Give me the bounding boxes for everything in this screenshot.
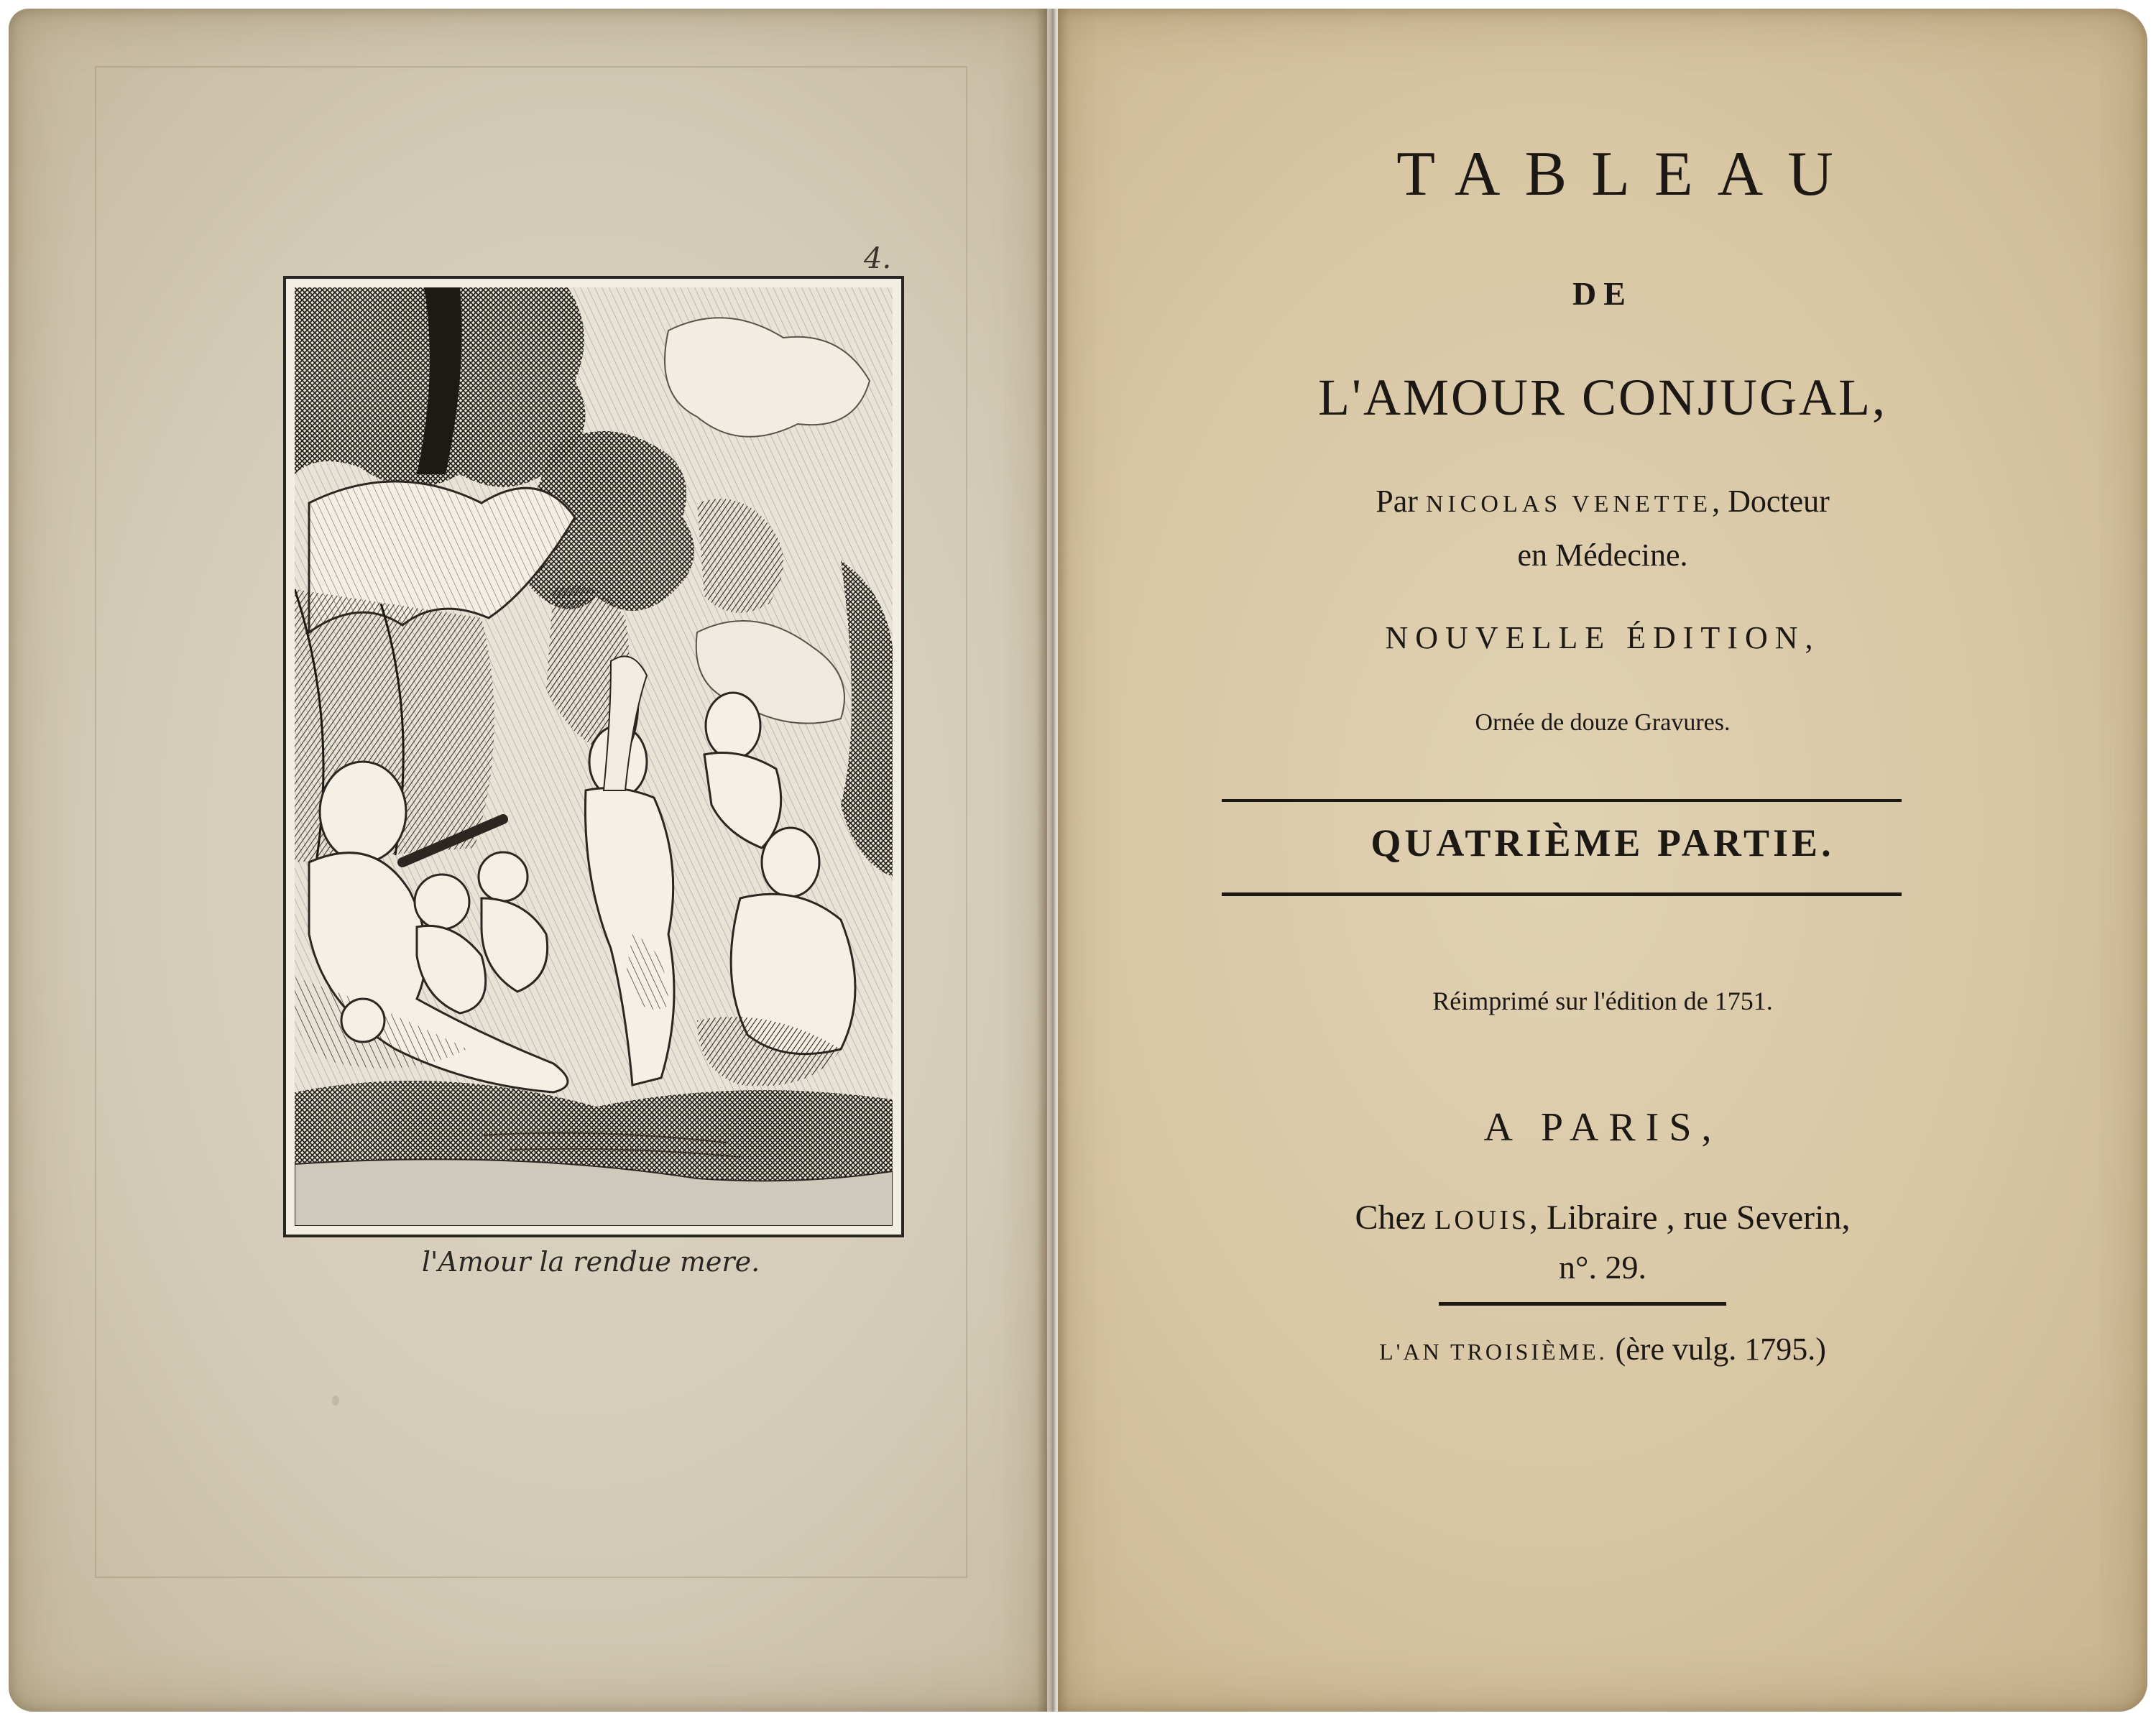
paper-spot (332, 1395, 339, 1406)
author-name: NICOLAS VENETTE (1425, 491, 1713, 517)
title-page-text (1058, 9, 2147, 1712)
year-line (1058, 1331, 2147, 1367)
year-prefix: L'AN TROISIÈME. (1379, 1339, 1608, 1365)
engraving-caption: l'Amour la rendue mere. (421, 1246, 760, 1278)
part-heading: QUATRIÈME PARTIE. (1370, 821, 1835, 864)
open-book (9, 9, 2147, 1712)
ornee-line: Ornée de douze Gravures. (1475, 709, 1731, 736)
publisher-suffix: , Libraire , rue Severin, (1529, 1199, 1851, 1237)
engraved-illustration-icon (283, 276, 904, 1237)
book-subtitle: L'AMOUR CONJUGAL, (1318, 369, 1887, 426)
edition-line: NOUVELLE ÉDITION, (1385, 620, 1820, 655)
author-line (1058, 483, 2147, 520)
imprint-city: A PARIS, (1483, 1105, 1722, 1150)
reprint-note: Réimprimé sur l'édition de 1751. (1432, 987, 1773, 1015)
publisher-prefix: Chez (1355, 1199, 1427, 1237)
title-de: DE (1572, 275, 1633, 312)
address-number: n°. 29. (1559, 1249, 1646, 1286)
short-rule (1439, 1302, 1726, 1306)
left-page-frontispiece (9, 9, 1047, 1712)
publisher-line (1058, 1198, 2147, 1237)
author-line-2: en Médecine. (1517, 537, 1688, 573)
year-suffix: (ère vulg. 1795.) (1615, 1332, 1826, 1367)
author-prefix: Par (1376, 484, 1418, 519)
book-title: TABLEAU (1396, 139, 1858, 209)
bottom-rule (1222, 892, 1902, 896)
publisher-name: LOUIS (1434, 1205, 1530, 1235)
top-rule (1222, 799, 1902, 802)
plate-number: 4. (864, 242, 892, 275)
author-suffix: , Docteur (1712, 484, 1830, 519)
